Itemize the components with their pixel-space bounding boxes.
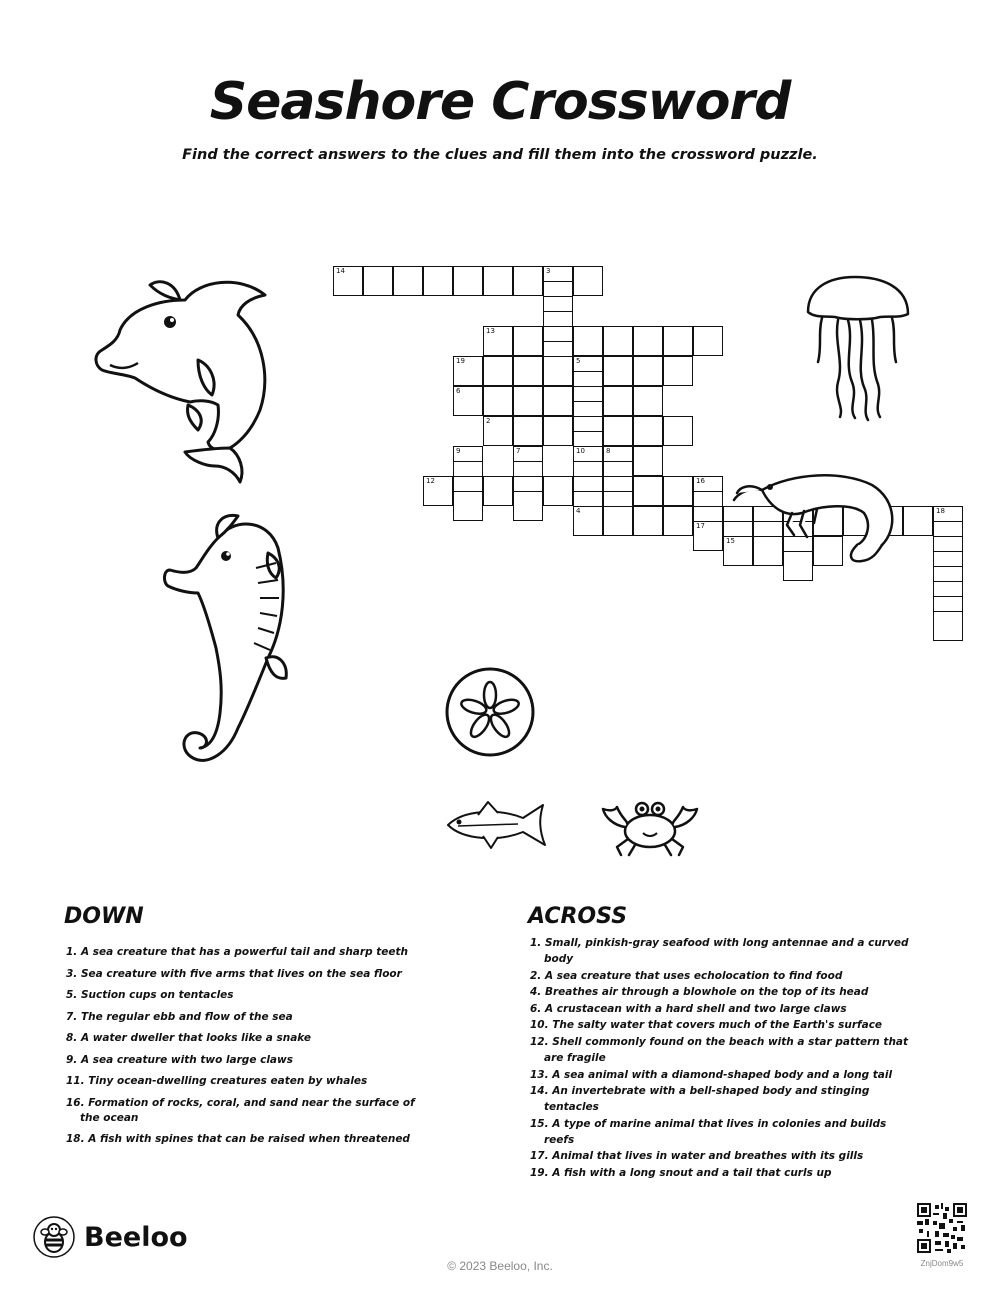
clue-number: 19	[456, 357, 465, 365]
down-clue: 7. The regular ebb and flow of the sea	[66, 1010, 293, 1023]
bee-icon	[32, 1215, 76, 1259]
clue-number: 12	[426, 477, 435, 485]
across-clue: 15. A type of marine animal that lives in colonies and builds reefs	[530, 1117, 887, 1146]
copyright: © 2023 Beeloo, Inc.	[447, 1259, 553, 1273]
crossword-cell[interactable]	[543, 356, 573, 386]
crossword-cell[interactable]	[483, 356, 513, 386]
across-clue: 19. A fish with a long snout and a tail that curls up	[530, 1166, 832, 1179]
jellyfish-illustration	[800, 272, 915, 422]
crossword-cell[interactable]	[483, 266, 513, 296]
crossword-cell[interactable]	[663, 356, 693, 386]
clue-number: 7	[516, 447, 521, 455]
crossword-cell[interactable]	[513, 416, 543, 446]
crossword-cell[interactable]	[423, 476, 453, 506]
crossword-cell[interactable]	[333, 266, 363, 296]
down-clue: 9. A sea creature with two large claws	[66, 1053, 293, 1066]
clue-number: 13	[486, 327, 495, 335]
crossword-cell[interactable]	[933, 611, 963, 641]
crossword-cell[interactable]	[633, 416, 663, 446]
brand-name: Beeloo	[84, 1221, 188, 1253]
crossword-cell[interactable]	[573, 266, 603, 296]
crossword-cell[interactable]	[663, 476, 693, 506]
qr-code-icon	[917, 1203, 967, 1253]
crossword-cell[interactable]	[573, 506, 603, 536]
across-clue: 13. A sea animal with a diamond-shaped body and a long tail	[530, 1068, 893, 1081]
crossword-cell[interactable]	[453, 491, 483, 521]
crossword-cell[interactable]	[513, 326, 543, 356]
clue-number: 15	[726, 537, 735, 545]
across-clue: 1. Small, pinkish-gray seafood with long antennae and a curved body	[530, 937, 909, 965]
across-clue: 2. A sea creature that uses echolocation to find food	[530, 969, 843, 982]
clue-number: 17	[696, 522, 705, 530]
crossword-cell[interactable]	[483, 476, 513, 506]
crossword-cell[interactable]	[543, 416, 573, 446]
crossword-cell[interactable]	[603, 416, 633, 446]
crossword-cell[interactable]	[453, 356, 483, 386]
seahorse-illustration	[158, 508, 298, 773]
crossword-cell[interactable]	[663, 416, 693, 446]
crossword-cell[interactable]	[663, 506, 693, 536]
crossword-cell[interactable]	[453, 386, 483, 416]
clue-number: 8	[606, 447, 611, 455]
clue-number: 14	[336, 267, 345, 275]
clue-number: 18	[936, 507, 945, 515]
crossword-cell[interactable]	[543, 476, 573, 506]
clue-number: 16	[696, 477, 705, 485]
down-clue: 18. A fish with spines that can be raised when threatened	[66, 1133, 410, 1145]
crossword-cell[interactable]	[663, 326, 693, 356]
crossword-cell[interactable]	[633, 326, 663, 356]
crossword-cell[interactable]	[543, 386, 573, 416]
crossword-cell[interactable]	[603, 326, 633, 356]
crossword-cell[interactable]	[693, 521, 723, 551]
clue-number: 2	[486, 417, 491, 425]
crossword-cell[interactable]	[483, 326, 513, 356]
down-clue: 5. Suction cups on tentacles	[66, 989, 234, 1001]
crossword-cell[interactable]	[903, 506, 933, 536]
across-clues-list	[530, 935, 920, 1182]
across-clue: 4. Breathes air through a blowhole on the top of its head	[530, 986, 869, 999]
across-clue: 14. An invertebrate with a bell-shaped body and stinging tentacles	[530, 1085, 870, 1114]
clue-number: 5	[576, 357, 581, 365]
clue-number: 3	[546, 267, 551, 275]
crossword-cell[interactable]	[423, 266, 453, 296]
crossword-cell[interactable]	[393, 266, 423, 296]
crossword-cell[interactable]	[453, 266, 483, 296]
beeloo-logo	[32, 1215, 188, 1259]
down-clue: 11. Tiny ocean-dwelling creatures eaten by whales	[66, 1075, 368, 1087]
crossword-cell[interactable]	[483, 416, 513, 446]
fish-illustration	[443, 800, 553, 855]
down-clue: 8. A water dweller that looks like a snake	[66, 1032, 312, 1044]
across-heading: ACROSS	[528, 904, 628, 929]
clue-number: 6	[456, 387, 461, 395]
instructions: Find the correct answers to the clues and fill them into the crossword puzzle.	[182, 147, 818, 163]
down-clue: 1. A sea creature that has a powerful tail and sharp teeth	[66, 946, 408, 958]
clue-number: 10	[576, 447, 585, 455]
crossword-cell[interactable]	[483, 386, 513, 416]
dolphin-illustration	[90, 270, 280, 485]
clue-number: 4	[576, 507, 581, 515]
crossword-cell[interactable]	[633, 386, 663, 416]
clue-number: 9	[456, 447, 461, 455]
crossword-cell[interactable]	[633, 356, 663, 386]
crossword-cell[interactable]	[603, 356, 633, 386]
crossword-cell[interactable]	[633, 506, 663, 536]
crossword-cell[interactable]	[603, 386, 633, 416]
down-clue: 16. Formation of rocks, coral, and sand near the surface of the ocean	[66, 1096, 415, 1124]
crossword-cell[interactable]	[603, 506, 633, 536]
crossword-cell[interactable]	[633, 476, 663, 506]
qr-code-label: ZnjDom9w5	[920, 1259, 964, 1268]
across-clue: 6. A crustacean with a hard shell and two large claws	[530, 1002, 847, 1015]
across-clue: 17. Animal that lives in water and breathes with its gills	[530, 1150, 864, 1163]
crossword-cell[interactable]	[513, 386, 543, 416]
crossword-cell[interactable]	[693, 326, 723, 356]
across-clue: 12. Shell commonly found on the beach with a star pattern that are fragile	[530, 1035, 909, 1064]
page-title: Seashore Crossword	[209, 72, 791, 132]
sand-dollar-illustration	[443, 665, 538, 760]
crossword-cell[interactable]	[363, 266, 393, 296]
shrimp-illustration	[732, 465, 902, 565]
crossword-cell[interactable]	[513, 356, 543, 386]
crossword-cell[interactable]	[513, 266, 543, 296]
down-heading: DOWN	[64, 904, 144, 929]
crossword-cell[interactable]	[513, 491, 543, 521]
crossword-cell[interactable]	[573, 326, 603, 356]
down-clues-list	[66, 945, 426, 1154]
down-clue: 3. Sea creature with five arms that lives on the sea floor	[66, 967, 402, 980]
crossword-cell[interactable]	[633, 446, 663, 476]
crab-illustration	[595, 795, 705, 860]
across-clue: 10. The salty water that covers much of the Earth's surface	[530, 1019, 883, 1032]
